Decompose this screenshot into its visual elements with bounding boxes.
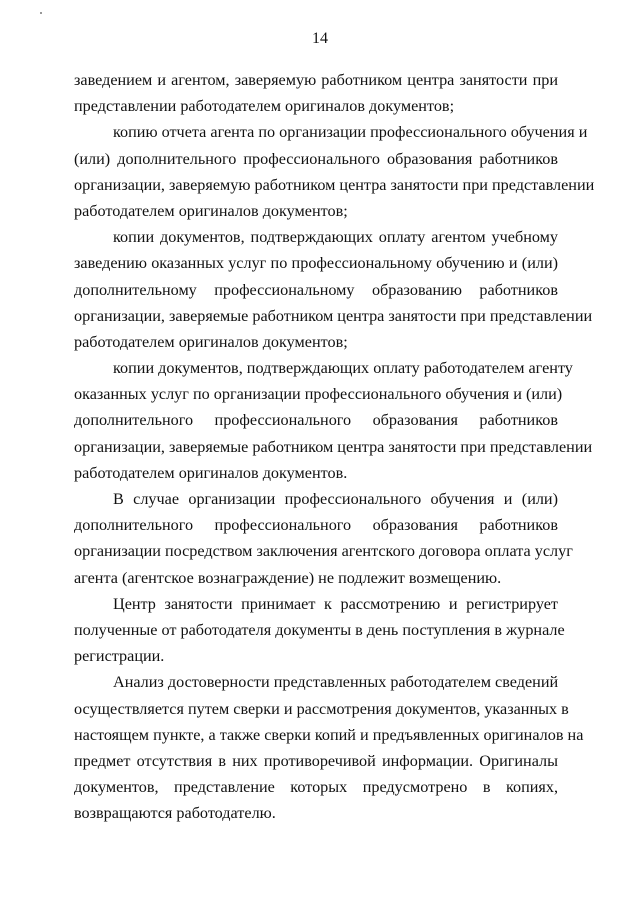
text-line: В случае организации профессионального обучения и (или) — [113, 490, 558, 508]
text-line: организации, заверяемую работником центра занятости при представлении — [74, 175, 595, 194]
text-line: представлении работодателем оригиналов документов; — [74, 97, 455, 116]
text-line: дополнительного профессионального образования работников — [74, 516, 558, 535]
page-number: 14 — [312, 30, 328, 47]
text-line: регистрации. — [74, 647, 165, 666]
text-line: заведением и агентом, заверяемую работником центра занятости при — [74, 71, 558, 89]
text-line: копии документов, подтверждающих оплату агентом учебному — [113, 228, 558, 247]
text-line: Центр занятости принимает к рассмотрению и регистрирует — [113, 594, 558, 613]
text-line: Анализ достоверности представленных работодателем сведений — [113, 673, 559, 692]
paragraph — [74, 669, 584, 826]
paragraph — [74, 355, 593, 486]
text-line: агента (агентское вознаграждение) не подлежит возмещению. — [74, 568, 502, 587]
text-line: осуществляется путем сверки и рассмотрения документов, указанных в — [74, 699, 569, 718]
text-line: работодателем оригиналов документов. — [74, 463, 348, 482]
text-line: заведению оказанных услуг по профессиональному обучению и (или) — [74, 254, 558, 273]
text-line: документов, представление которых предусмотрено в копиях, — [74, 778, 558, 797]
paragraph — [74, 224, 593, 355]
document-body — [74, 67, 595, 826]
text-line: (или) дополнительного профессионального образования работников — [74, 149, 558, 168]
text-line: организации посредством заключения агентского договора оплата услуг — [74, 542, 573, 561]
text-line: дополнительного профессионального образования работников — [74, 411, 558, 430]
paragraph — [74, 119, 595, 224]
text-line: организации, заверяемые работником центра занятости при представлении — [74, 437, 593, 456]
text-line: дополнительному профессиональному образованию работников — [74, 280, 558, 299]
text-line: настоящем пункте, а также сверки копий и предъявленных оригиналов на — [74, 725, 584, 744]
text-line: оказанных услуг по организации профессионального обучения и (или) — [74, 385, 563, 404]
paragraph — [74, 67, 558, 119]
paragraph — [74, 486, 573, 591]
text-line: работодателем оригиналов документов; — [74, 332, 348, 351]
scan-speck — [40, 12, 42, 14]
text-line: предмет отсутствия в них противоречивой информации. Оригиналы — [74, 751, 558, 770]
text-line: работодателем оригиналов документов; — [74, 201, 348, 220]
paragraph — [74, 591, 565, 670]
text-line: копию отчета агента по организации профессионального обучения и — [113, 123, 588, 142]
text-line: копии документов, подтверждающих оплату работодателем агенту — [113, 359, 573, 378]
text-line: полученные от работодателя документы в день поступления в журнале — [74, 620, 565, 639]
text-line: организации, заверяемые работником центра занятости при представлении — [74, 306, 593, 325]
text-line: возвращаются работодателю. — [74, 804, 276, 823]
